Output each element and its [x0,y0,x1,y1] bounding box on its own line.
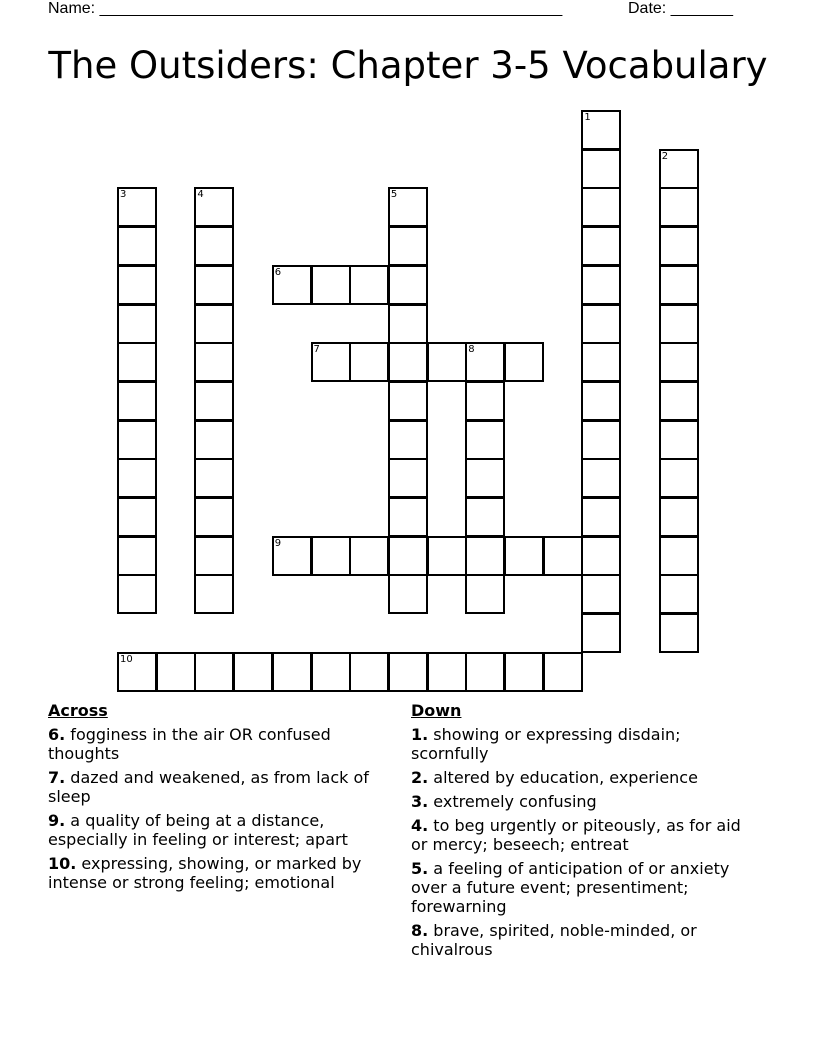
crossword-cell[interactable] [349,342,389,382]
crossword-cell[interactable] [581,226,621,266]
cell-number: 4 [197,189,204,201]
crossword-cell[interactable] [581,574,621,614]
crossword-cell[interactable] [388,187,428,227]
crossword-cell[interactable] [117,458,157,498]
crossword-cell[interactable] [272,265,312,305]
crossword-cell[interactable] [272,652,312,692]
clue-text: dazed and weakened, as from lack of sleep [48,768,369,806]
clue-across-6 [48,725,383,763]
crossword-cell[interactable] [504,342,544,382]
cell-number: 10 [120,653,133,665]
clue-text: a quality of being at a distance, especially in feeling or interest; apart [48,811,348,849]
crossword-cell[interactable] [504,536,544,576]
crossword-cell[interactable] [311,265,351,305]
clue-across-7 [48,768,383,806]
crossword-cell[interactable] [117,226,157,266]
clue-down-3 [411,792,756,811]
clue-down-8 [411,921,756,959]
crossword-cell[interactable] [427,342,467,382]
crossword-cell[interactable] [427,652,467,692]
page-title: The Outsiders: Chapter 3-5 Vocabulary [48,44,768,87]
down-clues [411,701,756,964]
crossword-cell[interactable] [581,381,621,421]
cell-number: 7 [313,344,320,356]
crossword-cell[interactable] [388,381,428,421]
clue-down-2 [411,768,756,787]
cell-number: 5 [390,189,398,201]
clue-number: 8. [411,921,429,940]
crossword-cell[interactable] [233,652,273,692]
across-heading: Across [48,701,108,720]
crossword-cell[interactable] [388,304,428,344]
crossword-cell[interactable] [659,458,699,498]
crossword-cell[interactable] [388,536,428,576]
clue-text: fogginess in the air OR confused thoughts [48,725,331,763]
crossword-cell[interactable] [543,652,583,692]
crossword-cell[interactable] [194,226,234,266]
crossword-cell[interactable] [117,342,157,382]
crossword-cell[interactable] [194,187,234,227]
clue-across-9 [48,811,383,849]
clue-text: brave, spirited, noble-minded, or chivalrous [411,921,697,959]
crossword-cell[interactable] [194,420,234,460]
clue-down-4 [411,816,756,854]
cell-number: 3 [120,189,127,201]
cell-number: 2 [661,150,669,162]
crossword-cell[interactable] [194,536,234,576]
crossword-cell[interactable] [465,536,505,576]
clue-number: 5. [411,859,429,878]
cell-number: 1 [584,112,591,123]
crossword-cell[interactable] [581,613,621,653]
clue-text: a feeling of anticipation of or anxiety over a future event; presentiment; forewarning [411,859,730,916]
crossword-cell[interactable] [349,652,389,692]
crossword-cell[interactable] [659,613,699,653]
crossword-cell[interactable] [194,381,234,421]
clue-text: altered by education, experience [428,768,698,787]
crossword-cell[interactable] [311,342,351,382]
name-field-label: Name: ____________________________________________________ [48,0,563,17]
crossword-cell[interactable] [388,497,428,537]
crossword-cell[interactable] [465,458,505,498]
crossword-cell[interactable] [117,574,157,614]
cell-number: 9 [274,537,282,549]
crossword-cell[interactable] [504,652,544,692]
crossword-cell[interactable] [543,536,583,576]
crossword-cell[interactable] [117,304,157,344]
crossword-cell[interactable] [194,497,234,537]
crossword-cell[interactable] [581,149,621,189]
clue-text: showing or expressing disdain; scornfully [411,725,681,763]
clue-text: expressing, showing, or marked by intense or strong feeling; emotional [48,854,362,892]
crossword-cell[interactable] [388,265,428,305]
clue-number: 4. [411,816,429,835]
crossword-cell[interactable] [117,652,157,692]
crossword-cell[interactable] [465,497,505,537]
crossword-cell[interactable] [117,381,157,421]
crossword-cell[interactable] [117,420,157,460]
across-clues [48,701,383,897]
crossword-cell[interactable] [659,265,699,305]
crossword-cell[interactable] [311,536,351,576]
date-field-label: Date: _______ [628,0,733,17]
crossword-cell[interactable] [465,420,505,460]
crossword-cell[interactable] [581,342,621,382]
clue-number: 3. [411,792,429,811]
crossword-cell[interactable] [194,652,234,692]
crossword-cell[interactable] [427,536,467,576]
clue-number: 9. [48,811,66,830]
crossword-cell[interactable] [388,420,428,460]
crossword-cell[interactable] [194,265,234,305]
crossword-cell[interactable] [194,342,234,382]
crossword-cell[interactable] [156,652,196,692]
cell-number: 6 [274,266,282,278]
crossword-cell[interactable] [659,497,699,537]
crossword-cell[interactable] [659,149,699,189]
clue-down-1 [411,725,756,763]
crossword-cell[interactable] [388,342,428,382]
crossword-cell[interactable] [465,381,505,421]
crossword-cell[interactable] [349,536,389,576]
crossword-cell[interactable] [659,574,699,614]
crossword-cell[interactable] [581,265,621,305]
crossword-cell[interactable] [465,342,505,382]
crossword-cell[interactable] [659,342,699,382]
crossword-cell[interactable] [581,304,621,344]
crossword-cell[interactable] [659,420,699,460]
crossword-cell[interactable] [659,381,699,421]
crossword-cell[interactable] [272,536,312,576]
crossword-cell[interactable] [581,458,621,498]
crossword-cell[interactable] [581,420,621,460]
crossword-cell[interactable] [117,265,157,305]
crossword-cell[interactable] [465,652,505,692]
crossword-cell[interactable] [659,304,699,344]
cell-number: 8 [468,344,475,356]
crossword-cell[interactable] [194,574,234,614]
clue-number: 2. [411,768,429,787]
clue-number: 1. [411,725,429,744]
crossword-cell[interactable] [388,574,428,614]
crossword-cell[interactable] [388,652,428,692]
crossword-cell[interactable] [117,497,157,537]
crossword-cell[interactable] [659,226,699,266]
crossword-cell[interactable] [581,497,621,537]
clue-number: 7. [48,768,66,787]
crossword-cell[interactable] [388,226,428,266]
crossword-cell[interactable] [581,110,621,150]
crossword-cell[interactable] [194,304,234,344]
down-heading: Down [411,701,462,720]
clue-text: to beg urgently or piteously, as for aid or mercy; beseech; entreat [411,816,741,854]
clue-down-5 [411,859,756,916]
clue-number: 6. [48,725,66,744]
clue-text: extremely confusing [428,792,597,811]
crossword-cell[interactable] [659,187,699,227]
crossword-cell[interactable] [581,536,621,576]
crossword-cell[interactable] [659,536,699,576]
crossword-cell[interactable] [465,574,505,614]
crossword-cell[interactable] [117,536,157,576]
clue-across-10 [48,854,383,892]
crossword-cell[interactable] [388,458,428,498]
crossword-cell[interactable] [194,458,234,498]
crossword-cell[interactable] [117,187,157,227]
crossword-cell[interactable] [581,187,621,227]
clue-number: 10. [48,854,77,873]
crossword-cell[interactable] [311,652,351,692]
crossword-cell[interactable] [349,265,389,305]
